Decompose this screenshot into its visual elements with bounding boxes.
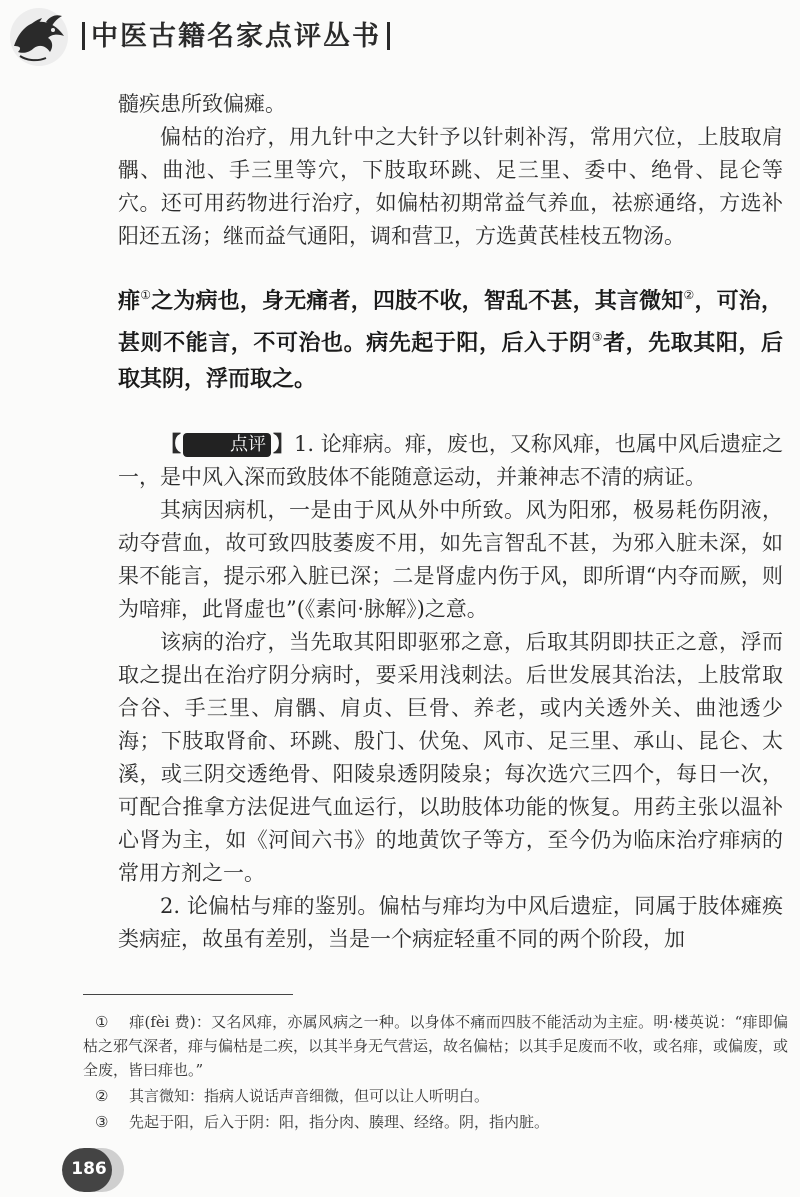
footnote-number: ③ [95,1113,109,1131]
footnote-number: ② [95,1087,109,1105]
footnote-ref-1: ① [140,288,152,302]
series-title [76,14,396,53]
commentary-2: 其病因病机，一是由于风从外中所致。风为阳邪，极易耗伤阴液，动夺营血，故可致四肢萎废不用，如先言智乱不甚，为邪入脏未深，如果不能言，提示邪入脏已深；二是肾虚内伤于风，即所谓“内夺而厥，则为喑痱，此肾虚也”(《素问·脉解》)之意。 [118,498,783,621]
commentary-1-text: 1. 论痱病。痱，废也，又称风痱，也属中风后遗症之一，是中风入深而致肢体不能随意运动，并兼神志不清的病证。 [118,432,784,489]
classic-quote [118,277,783,397]
page-header [0,0,800,80]
footnote-number: ① [95,1013,109,1031]
quote-seg-3: ，可治，甚则不能言，不可治也。病先起于阳，后入于阴 [118,288,783,356]
footnote-1 [83,1010,788,1082]
page-number: 186 [71,1159,107,1179]
dragon-logo-icon [6,6,72,68]
quote-seg-2: 之为病也，身无痛者，四肢不收，智乱不甚，其言微知 [151,288,684,314]
footnote-text: 痱(fèi 费)：又名风痱，亦属风病之一种。以身体不痛而四肢不能活动为主症。明·楼英说：“痱即偏枯之邪气深者，痱与偏枯是二疾，以其半身无气营运，故名偏枯；以其手足废而不收，或名痱，或偏废，或全废，皆曰痱也。” [83,1013,789,1079]
commentary-badge: 点评 [183,433,271,457]
title-bar-left [82,22,85,50]
commentary-4: 2. 论偏枯与痱的鉴别。偏枯与痱均为中风后遗症，同属于肢体瘫痪类病症，故虽有差别，当是一个病症轻重不同的两个阶段，加 [118,894,783,951]
footnote-divider [83,994,293,995]
footnote-text: 其言微知：指病人说话声音细微，但可以让人听明白。 [129,1087,490,1105]
quote-seg-4: 者，先取其阳，后取其阴，浮而取之。 [118,330,783,392]
footnote-3 [83,1110,788,1134]
footnote-text: 先起于阳，后入于阴：阳，指分肉、腠理、经络。阴，指内脏。 [129,1113,550,1131]
commentary-3: 该病的治疗，当先取其阳即驱邪之意，后取其阴即扶正之意，浮而取之提出在治疗阴分病时，要采用浅刺法。后世发展其治法，上肢常取合谷、手三里、肩髃、肩贞、巨骨、养老，或内关透外关、曲池透少海；下肢取肾俞、环跳、殷门、伏兔、风市、足三里、承山、昆仑、太溪，或三阴交透绝骨、阳陵泉透阴陵泉；每次选穴三四个，每日一次，可配合推拿方法促进气血运行，以助肢体功能的恢复。用药主张以温补心肾为主，如《河间六书》的地黄饮子等方，至今仍为临床治疗痱病的常用方剂之一。 [118,630,783,885]
page-number-badge [62,1148,124,1192]
footnote-ref-2: ② [683,288,695,302]
paragraph-1: 髓疾患所致偏瘫。 [118,92,286,116]
paragraph-2: 偏枯的治疗，用九针中之大针予以针刺补泻，常用穴位，上肢取肩髃、曲池、手三里等穴，下肢取环跳、足三里、委中、绝骨、昆仑等穴。还可用药物进行治疗，如偏枯初期常益气养血，祛瘀通络，方选补阳还五汤；继而益气通阳，调和营卫，方选黄芪桂枝五物汤。 [118,125,783,248]
series-title-text: 中医古籍名家点评丛书 [91,21,381,52]
commentary-bracket-open: 【 [160,431,182,456]
page-content [118,88,783,956]
footnote-2 [83,1084,788,1108]
commentary-1 [118,427,783,494]
quote-seg-1: 痱 [118,288,141,314]
footnotes [83,1010,788,1136]
commentary-bracket-close: 】 [273,431,295,456]
title-bar-right [387,22,390,50]
footnote-ref-3: ③ [591,330,604,344]
